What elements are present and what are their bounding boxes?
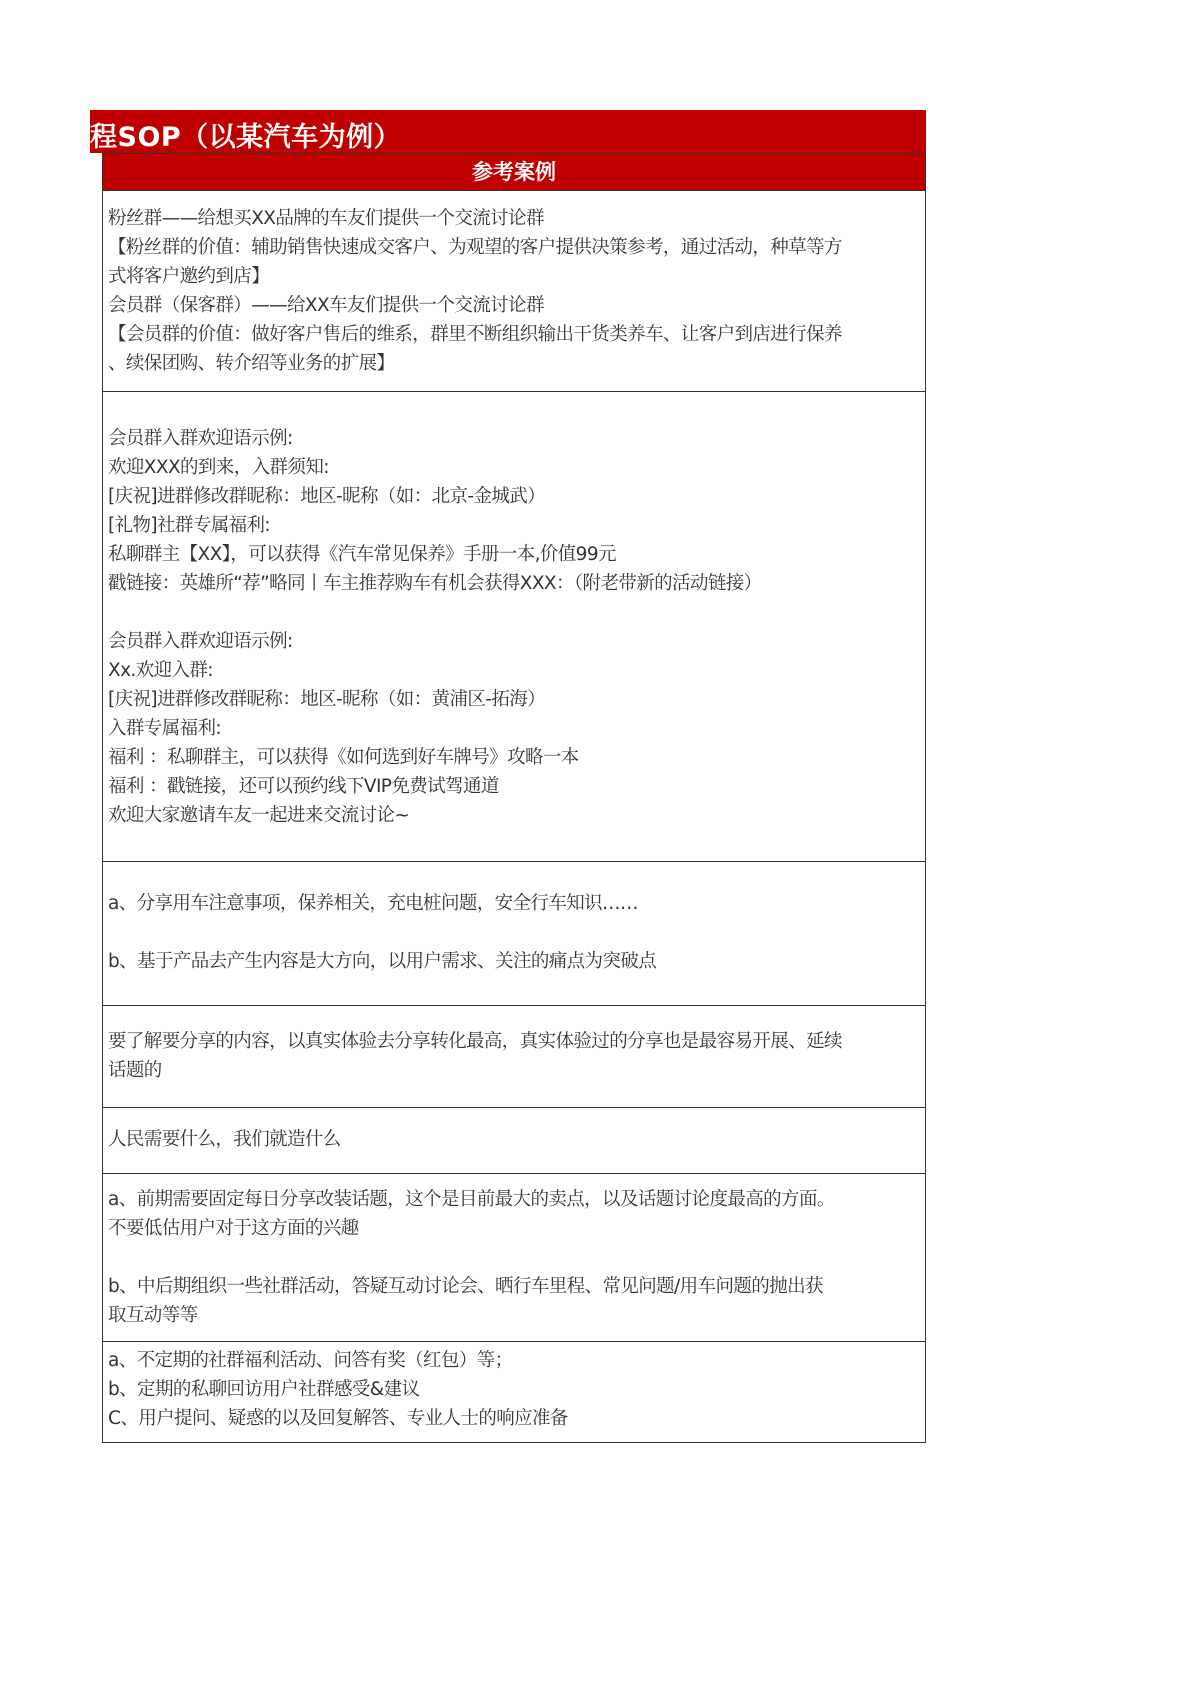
- cell-text-line: 福利 ：戳链接，还可以预约线下VIP免费试驾通道: [108, 776, 499, 797]
- table-row: [102, 391, 926, 862]
- cell-text-line: [103, 598, 925, 627]
- cell-text-line: 、续保团购、转介绍等业务的扩展】: [108, 353, 395, 374]
- column-header: 参考案例: [102, 153, 926, 191]
- cell-text-line: 式将客户邀约到店】: [108, 266, 270, 287]
- cell-text-line: [103, 1243, 925, 1272]
- cell-text-line: 欢迎大家邀请车友一起进来交流讨论~: [108, 805, 410, 826]
- cell-text-line: b、定期的私聊回访用户社群感受&建议: [108, 1379, 420, 1400]
- cell-text-line: Xx.欢迎入群:: [108, 660, 213, 681]
- cell-text-line: [庆祝]进群修改群昵称：地区-昵称（如：黄浦区-拓海）: [108, 689, 546, 710]
- title-bar: [90, 110, 926, 153]
- cell-text-line: 戳链接：英雄所“荐”略同丨车主推荐购车有机会获得XXX：（附老带新的活动链接）: [108, 573, 762, 594]
- table-row: [102, 1107, 926, 1174]
- table-row: [102, 1341, 926, 1443]
- table-row: [102, 190, 926, 392]
- cell-text-line: a、前期需要固定每日分享改装话题，这个是目前最大的卖点，以及话题讨论度最高的方面。: [108, 1189, 835, 1210]
- cell-text-line: 粉丝群——给想买XX品牌的车友们提供一个交流讨论群: [108, 208, 544, 229]
- cell-text-line: 人民需要什么，我们就造什么: [108, 1129, 341, 1150]
- cell-text-line: 会员群（保客群）——给XX车友们提供一个交流讨论群: [108, 295, 544, 316]
- cell-text-line: b、中后期组织一些社群活动，答疑互动讨论会、晒行车里程、常见问题/用车问题的抛出获: [108, 1276, 823, 1297]
- cell-text-line: 要了解要分享的内容，以真实体验去分享转化最高，真实体验过的分享也是最容易开展、延续: [108, 1031, 842, 1052]
- cell-text-line: [庆祝]进群修改群昵称：地区-昵称（如：北京-金城武）: [108, 486, 546, 507]
- cell-text-line: 【粉丝群的价值：辅助销售快速成交客户、为观望的客户提供决策参考，通过活动，种草等方: [108, 237, 842, 258]
- cell-text-line: 欢迎XXX的到来，入群须知:: [108, 457, 329, 478]
- cell-text-line: 会员群入群欢迎语示例:: [108, 428, 293, 449]
- cell-text-line: C、用户提问、疑惑的以及回复解答、专业人士的响应准备: [108, 1408, 568, 1429]
- cell-text-line: 私聊群主【XX】，可以获得《汽车常见保养》手册一本,价值99元: [108, 544, 616, 565]
- cell-text-line: 不要低估用户对于这方面的兴趣: [108, 1218, 359, 1239]
- cell-text-line: [礼物]社群专属福利:: [108, 515, 271, 536]
- cell-text-line: 取互动等等: [108, 1305, 198, 1326]
- cell-text-line: a、不定期的社群福利活动、问答有奖（红包）等；: [108, 1350, 513, 1371]
- cell-text-line: b、基于产品去产生内容是大方向，以用户需求、关注的痛点为突破点: [108, 951, 657, 972]
- table-row: [102, 1173, 926, 1342]
- sheet-title: 程SOP（以某汽车为例）: [90, 122, 402, 153]
- cell-text-line: [103, 918, 925, 947]
- cell-text-line: 会员群入群欢迎语示例:: [108, 631, 293, 652]
- cell-text-line: 福利 ：私聊群主，可以获得《如何选到好车牌号》攻略一本: [108, 747, 579, 768]
- cell-text-line: a、分享用车注意事项，保养相关，充电桩问题，安全行车知识……: [108, 893, 638, 914]
- cell-text-line: 入群专属福利:: [108, 718, 222, 739]
- cell-text-line: 话题的: [108, 1060, 162, 1081]
- table-row: [102, 1005, 926, 1108]
- table-row: [102, 861, 926, 1006]
- cell-text-line: 【会员群的价值：做好客户售后的维系，群里不断组织输出干货类养车、让客户到店进行保养: [108, 324, 842, 345]
